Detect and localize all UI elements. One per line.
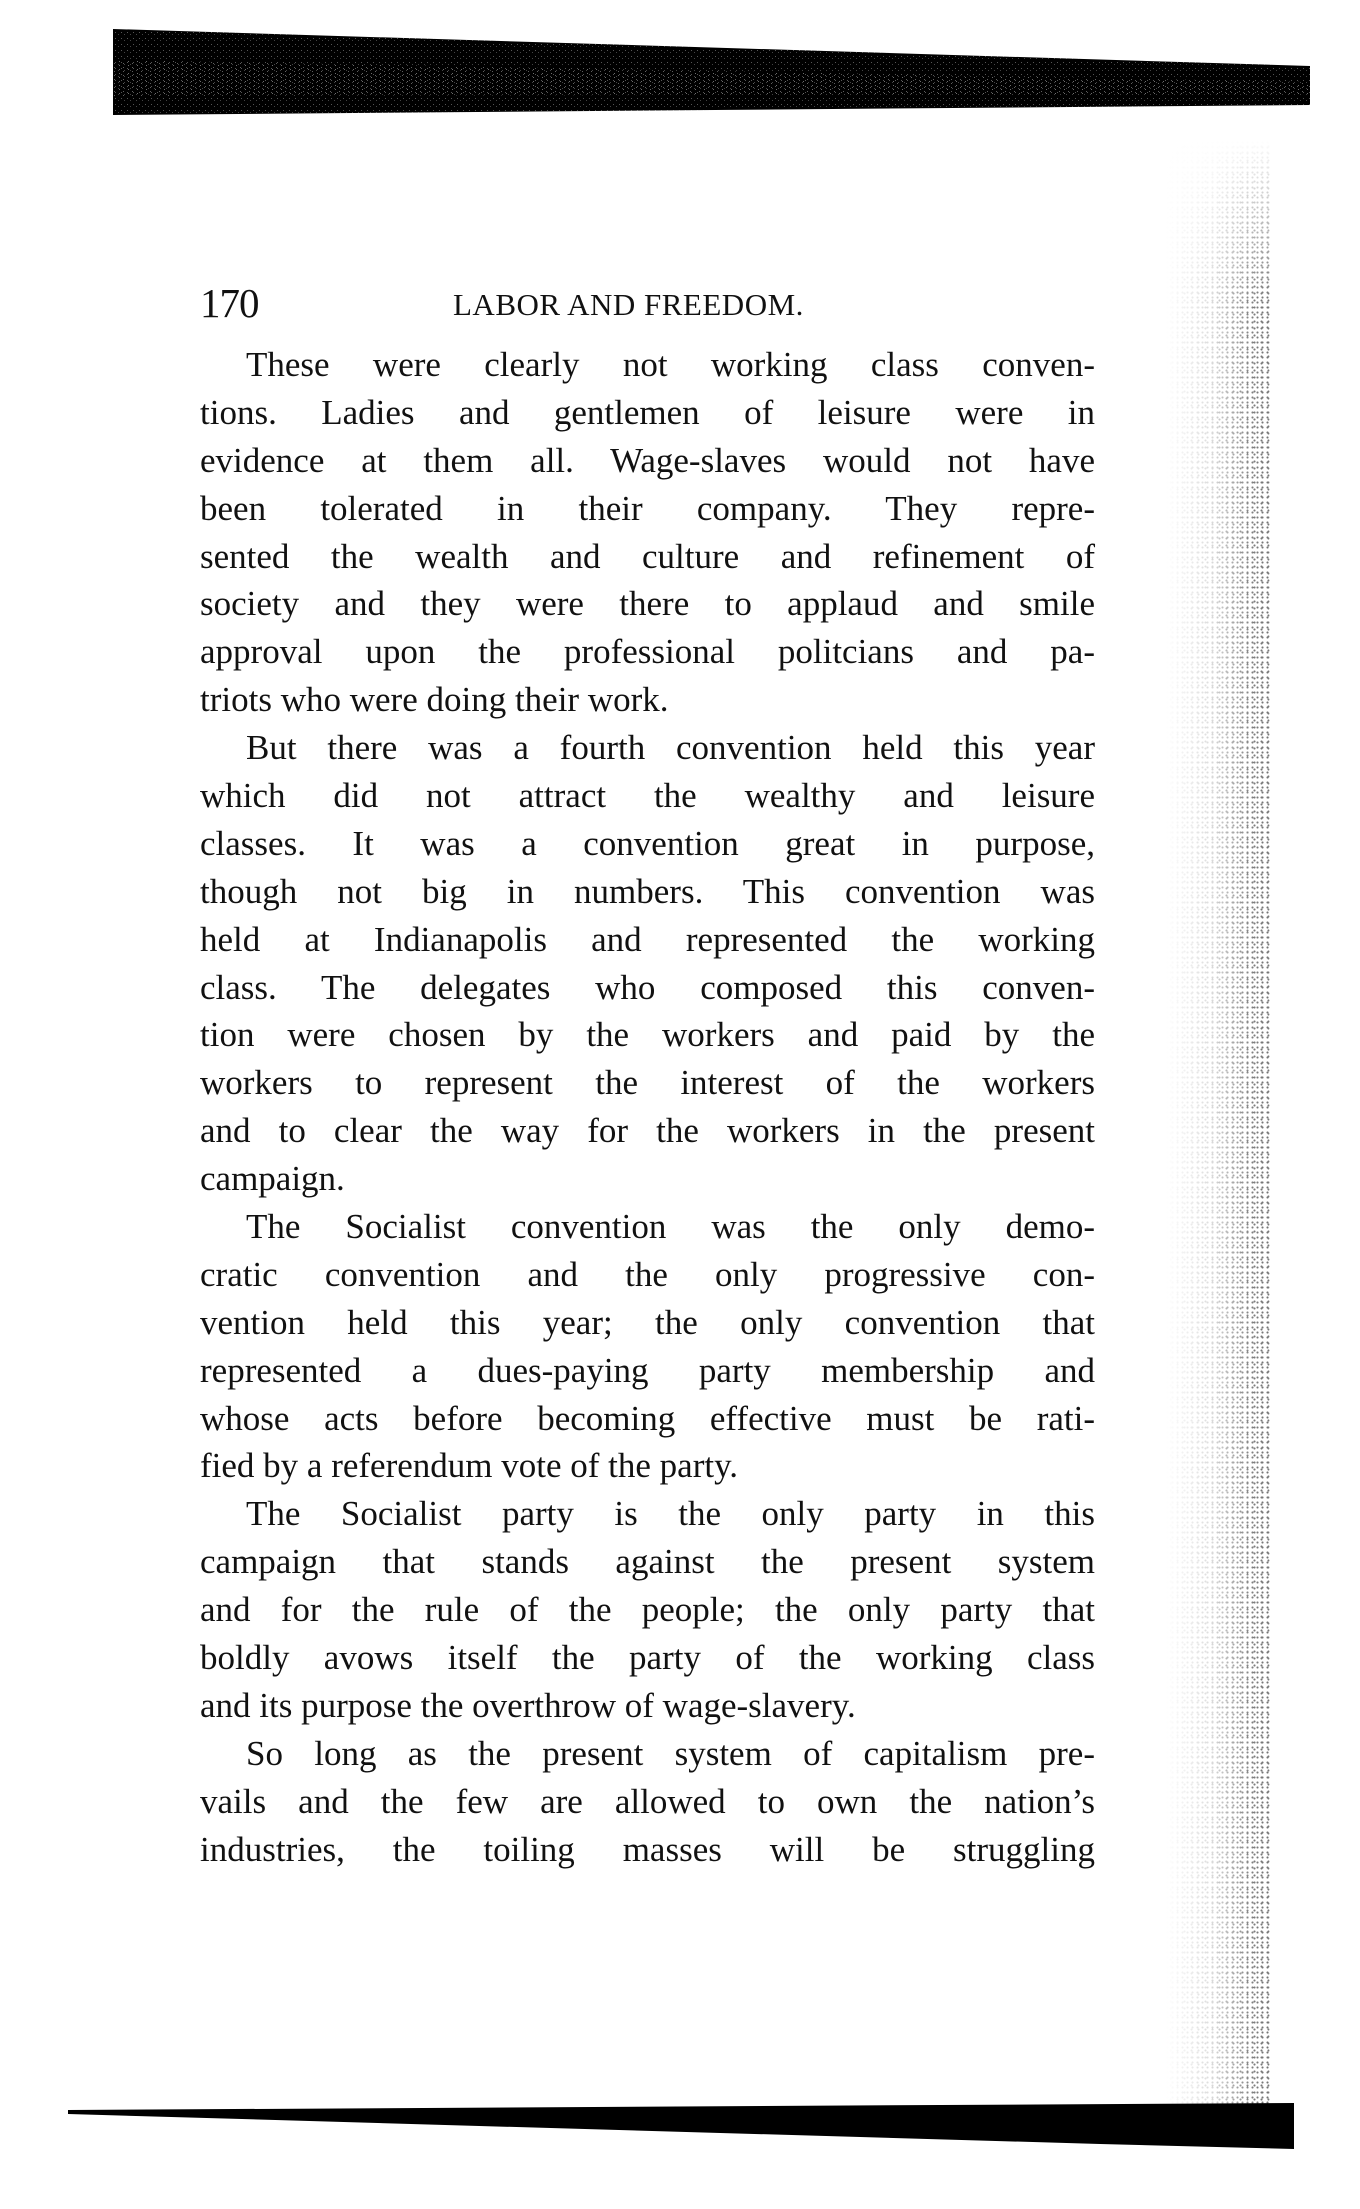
text-line: But there was a fourth convention held this year (246, 728, 1095, 768)
text-line: held at Indianapolis and represented the working (200, 919, 1095, 959)
text-line: tions. Ladies and gentlemen of leisure were in (200, 392, 1095, 432)
text-line: So long as the present system of capitalism pre- (246, 1733, 1095, 1773)
text-line: society and they were there to applaud and smile (200, 584, 1095, 624)
text-line: and its purpose the overthrow of wage-slavery. (200, 1685, 856, 1725)
text-line: evidence at them all. Wage-slaves would not have (200, 440, 1095, 480)
text-line: approval upon the professional politcians and pa- (200, 632, 1095, 672)
top-scan-bar (113, 29, 1310, 115)
text-line: The Socialist convention was the only demo- (246, 1207, 1095, 1247)
paragraph (200, 341, 1095, 724)
text-line: vails and the few are allowed to own the nation’s (200, 1781, 1095, 1821)
paragraph (200, 1730, 1095, 1874)
page-number: 170 (200, 280, 259, 326)
text-line: workers to represent the interest of the workers (200, 1063, 1095, 1103)
running-head (200, 281, 1100, 325)
paragraph (200, 724, 1095, 1203)
text-line: whose acts before becoming effective must be rati- (200, 1398, 1095, 1438)
text-line: and for the rule of the people; the only party that (200, 1590, 1095, 1630)
text-line: though not big in numbers. This convention was (200, 871, 1095, 911)
page-edge-shadow-fade (1165, 140, 1280, 300)
paragraph (200, 1203, 1095, 1490)
text-line: triots who were doing their work. (200, 680, 669, 720)
text-line: classes. It was a convention great in purpose, (200, 823, 1095, 863)
text-line: sented the wealth and culture and refinement of (200, 536, 1095, 576)
text-line: vention held this year; the only convention that (200, 1302, 1095, 1342)
text-line: tion were chosen by the workers and paid by the (200, 1015, 1095, 1055)
text-line: and to clear the way for the workers in the present (200, 1111, 1095, 1151)
running-title: LABOR AND FREEDOM. (453, 287, 804, 322)
text-line: campaign that stands against the present system (200, 1542, 1095, 1582)
bottom-scan-bar (68, 2103, 1294, 2149)
body-text (200, 341, 1095, 1874)
text-line: which did not attract the wealthy and leisure (200, 776, 1095, 816)
text-line: campaign. (200, 1159, 345, 1199)
text-line: cratic convention and the only progressive con- (200, 1254, 1095, 1294)
page-edge-shadow (1165, 140, 1280, 2105)
text-line: represented a dues-paying party membership and (200, 1350, 1095, 1390)
paragraph (200, 1490, 1095, 1729)
text-line: class. The delegates who composed this conven- (200, 967, 1095, 1007)
text-line: been tolerated in their company. They repre- (200, 488, 1095, 528)
text-line: The Socialist party is the only party in this (246, 1494, 1095, 1534)
text-line: industries, the toiling masses will be struggling (200, 1829, 1095, 1869)
text-line: These were clearly not working class conven- (246, 345, 1095, 384)
text-line: boldly avows itself the party of the working class (200, 1638, 1095, 1678)
text-line: fied by a referendum vote of the party. (200, 1446, 739, 1486)
